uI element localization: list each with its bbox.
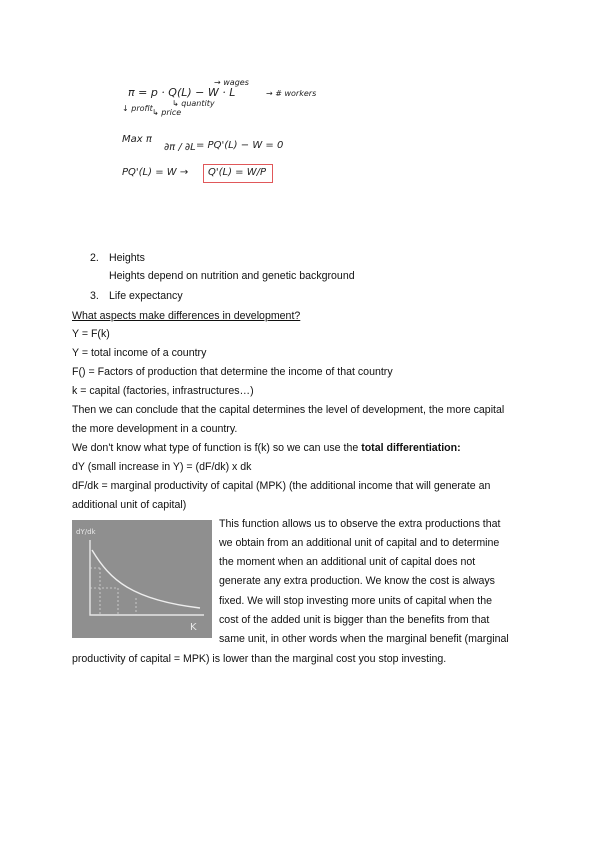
wrap-line-4: generate any extra production. We know the cost is always: [219, 575, 495, 587]
list-item-life-expectancy: Life expectancy: [109, 290, 183, 302]
hw-profit-equation: π = p · Q(L) − W · L: [128, 86, 236, 99]
wrap-line-2: we obtain from an additional unit of capital and to determine: [219, 537, 500, 549]
hw-workers: → # workers: [266, 89, 317, 98]
mpk-sketch-photo: [72, 520, 212, 638]
hw-max-label: Max π: [122, 134, 152, 145]
list-number-2: 2.: [90, 252, 99, 264]
wrap-line-1: This function allows us to observe the extra productions that: [219, 518, 501, 530]
mpk-line-1: dF/dk = marginal productivity of capital (MPK) (the additional income that will generate an: [72, 480, 491, 492]
wrap-line-5: fixed. We will stop investing more units of capital when the: [219, 595, 493, 607]
definition-k: k = capital (factories, infrastructures…): [72, 385, 254, 397]
hw-profit-label: ↓ profit: [122, 104, 153, 113]
wrap-line-3: the moment when an additional unit of capital does not: [219, 556, 476, 568]
sketch-x-label: K: [190, 622, 197, 633]
sketch-y-label: dY/dk: [76, 528, 96, 536]
total-diff-prefix: We don't know what type of function is f(k) so we can use the: [72, 442, 362, 454]
dy-equation: dY (small increase in Y) = (dF/dk) x dk: [72, 461, 252, 473]
wrap-line-7: same unit, in other words when the marginal benefit (marginal: [219, 633, 509, 645]
hw-price-label: ↳ price: [152, 108, 182, 117]
final-line: productivity of capital = MPK) is lower than the marginal cost you stop investing.: [72, 653, 447, 665]
total-diff-bold: total differentiation:: [361, 442, 461, 454]
section-question: What aspects make differences in development?: [72, 310, 301, 322]
definition-f: F() = Factors of production that determine the income of that country: [72, 366, 393, 378]
list-item-heights: Heights: [109, 252, 145, 264]
wrap-line-6: cost of the added unit is bigger than the benefits from that: [219, 614, 490, 626]
mpk-line-2: additional unit of capital): [72, 499, 187, 511]
conclusion-line-1: Then we can conclude that the capital determines the level of development, the more capital: [72, 404, 505, 416]
equation-y: Y = F(k): [72, 328, 110, 340]
hw-boxed-result: Q'(L) = W/P: [208, 167, 267, 178]
hw-quantity: ↳ quantity: [172, 99, 215, 108]
hw-partial-derivative: ∂π / ∂L: [164, 142, 196, 153]
list-number-3: 3.: [90, 290, 99, 302]
hw-first-order-condition: PQ'(L) = W →: [122, 167, 189, 178]
conclusion-line-2: the more development in a country.: [72, 423, 238, 435]
photo-background: [72, 520, 212, 638]
list-item-heights-detail: Heights depend on nutrition and genetic background: [109, 270, 355, 282]
total-differentiation-line: [72, 441, 461, 455]
hw-derivative-equation: = PQ'(L) − W = 0: [196, 140, 284, 151]
mpk-sketch: [72, 520, 212, 638]
hw-wages: → wages: [214, 78, 249, 87]
definition-y: Y = total income of a country: [72, 347, 207, 359]
